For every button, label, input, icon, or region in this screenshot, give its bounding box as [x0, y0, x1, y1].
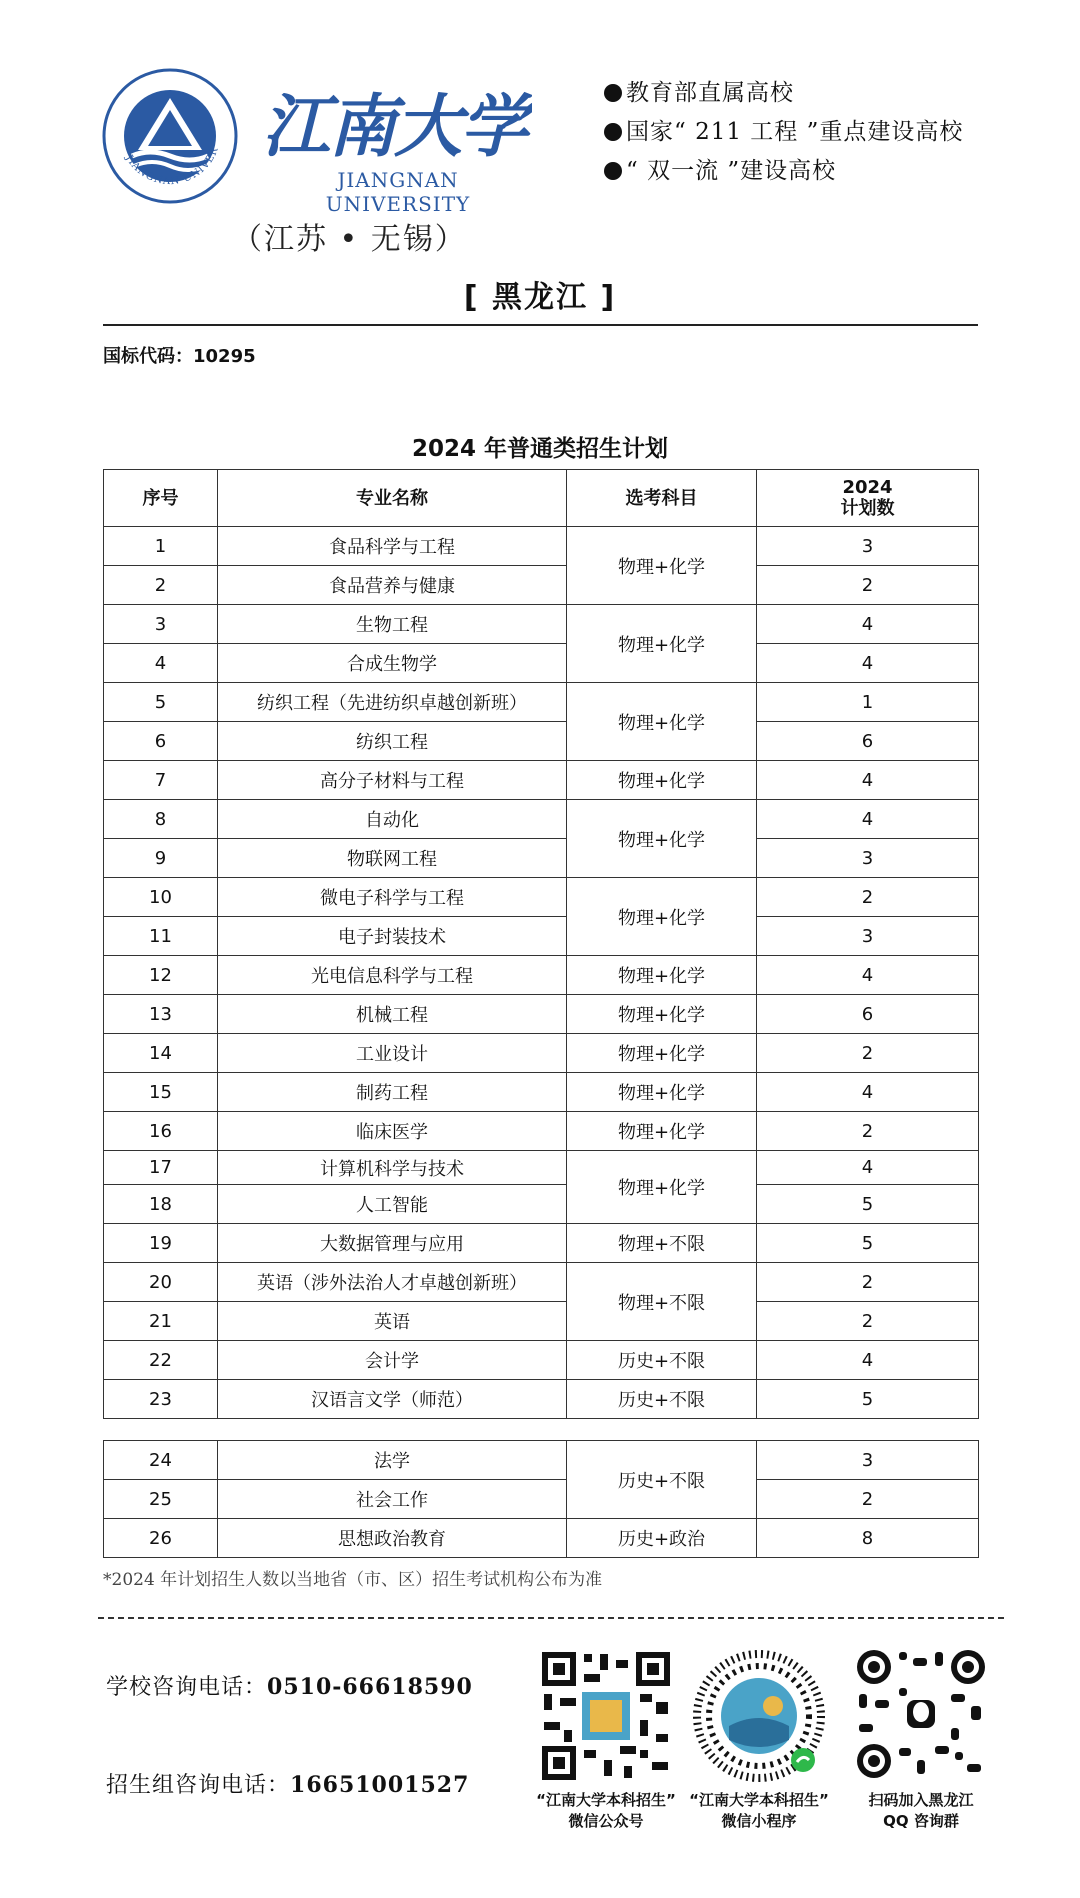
table-row — [104, 1480, 979, 1519]
subject-cell: 物理+化学 — [567, 956, 757, 995]
table-header-row — [104, 470, 979, 527]
table-cell: 3 — [757, 1441, 979, 1480]
svg-text:JIANGNAN UNIVERSITY: JIANGNAN UNIVER — [123, 145, 221, 188]
table-cell: 4 — [757, 1341, 979, 1380]
qq-group-qr[interactable] — [855, 1648, 987, 1780]
table-row — [104, 1112, 979, 1151]
table-cell: 光电信息科学与工程 — [218, 956, 567, 995]
table-cell: 4 — [104, 644, 218, 683]
group-phone-number[interactable]: 16651001527 — [290, 1772, 470, 1798]
group-phone-line — [106, 1768, 469, 1799]
table-cell: 2 — [757, 1480, 979, 1519]
table-row — [104, 1151, 979, 1185]
qr-caption-qq-group: 扫码加入黑龙江 QQ 咨询群 — [868, 1791, 974, 1830]
subject-cell: 物理+化学 — [567, 1073, 757, 1112]
table-cell: 9 — [104, 839, 218, 878]
table-cell: 6 — [757, 722, 979, 761]
tag-211: 国家“ 211 工程 ”重点建设高校 — [604, 113, 963, 146]
table-cell: 合成生物学 — [218, 644, 567, 683]
table-cell: 10 — [104, 878, 218, 917]
table-cell: 25 — [104, 1480, 218, 1519]
table-cell: 3 — [104, 605, 218, 644]
university-name-calligraphy — [262, 78, 532, 168]
header-plan: 2024 计划数 — [757, 470, 979, 527]
table-cell: 高分子材料与工程 — [218, 761, 567, 800]
subject-cell: 物理+化学 — [567, 683, 757, 761]
table-row — [104, 761, 979, 800]
table-cell: 纺织工程（先进纺织卓越创新班） — [218, 683, 567, 722]
table-row — [104, 1341, 979, 1380]
national-code: 国标代码：10295 — [103, 346, 256, 367]
school-phone-line — [106, 1670, 473, 1701]
header-divider — [103, 324, 978, 326]
university-name-en: JIANGNAN UNIVERSITY — [325, 168, 471, 216]
table-cell: 纺织工程 — [218, 722, 567, 761]
table-cell: 临床医学 — [218, 1112, 567, 1151]
table-row — [104, 683, 979, 722]
group-phone-label: 招生组咨询电话： — [106, 1773, 291, 1798]
table-cell: 12 — [104, 956, 218, 995]
table-cell: 8 — [757, 1519, 979, 1558]
university-seal-logo — [102, 68, 238, 204]
table-cell: 社会工作 — [218, 1480, 567, 1519]
table-row — [104, 1224, 979, 1263]
table-row — [104, 566, 979, 605]
table-cell: 会计学 — [218, 1341, 567, 1380]
enrollment-plan-table — [103, 469, 979, 1419]
school-phone-label: 学校咨询电话： — [106, 1675, 268, 1700]
wechat-account-qr[interactable] — [540, 1650, 672, 1782]
seal-emblem-icon — [102, 68, 238, 204]
table-row — [104, 917, 979, 956]
table-cell: 18 — [104, 1185, 218, 1224]
table-cell: 23 — [104, 1380, 218, 1419]
table-cell: 14 — [104, 1034, 218, 1073]
table-row — [104, 878, 979, 917]
table-cell: 2 — [757, 1034, 979, 1073]
table-cell: 5 — [757, 1380, 979, 1419]
table-cell: 21 — [104, 1302, 218, 1341]
subject-cell: 物理+不限 — [567, 1224, 757, 1263]
table-cell: 3 — [757, 527, 979, 566]
table-cell: 人工智能 — [218, 1185, 567, 1224]
table-cell: 汉语言文学（师范） — [218, 1380, 567, 1419]
table-cell: 3 — [757, 839, 979, 878]
table-cell: 2 — [757, 1112, 979, 1151]
table-row — [104, 800, 979, 839]
table-cell: 5 — [104, 683, 218, 722]
table-cell: 物联网工程 — [218, 839, 567, 878]
table-row — [104, 1263, 979, 1302]
table-cell: 7 — [104, 761, 218, 800]
table-row — [104, 722, 979, 761]
table-cell: 2 — [757, 1302, 979, 1341]
table-cell: 4 — [757, 956, 979, 995]
subject-cell: 物理+化学 — [567, 605, 757, 683]
table-row — [104, 1302, 979, 1341]
school-phone-number[interactable]: 0510-66618590 — [267, 1674, 473, 1700]
enrollment-plan-table-continued — [103, 1440, 979, 1558]
table-cell: 4 — [757, 800, 979, 839]
table-cell: 19 — [104, 1224, 218, 1263]
table-row — [104, 995, 979, 1034]
table-cell: 16 — [104, 1112, 218, 1151]
table-cell: 生物工程 — [218, 605, 567, 644]
subject-cell: 物理+化学 — [567, 527, 757, 605]
qr-caption-wechat-account: “江南大学本科招生” 微信公众号 — [536, 1791, 676, 1830]
university-name-cn: 江南大学 — [262, 87, 527, 167]
table-cell: 英语 — [218, 1302, 567, 1341]
wechat-mini-program-code[interactable] — [693, 1650, 825, 1782]
bullet-icon — [604, 84, 622, 102]
table-cell: 英语（涉外法治人才卓越创新班） — [218, 1263, 567, 1302]
table-title: 2024 年普通类招生计划 — [411, 436, 669, 462]
subject-cell: 物理+化学 — [567, 800, 757, 878]
table-cell: 法学 — [218, 1441, 567, 1480]
table-cell: 17 — [104, 1151, 218, 1185]
tag-ministry: 教育部直属高校 — [604, 74, 794, 107]
table-cell: 3 — [757, 917, 979, 956]
table-row — [104, 1034, 979, 1073]
footnote: *2024 年计划招生人数以当地省（市、区）招生考试机构公布为准 — [103, 1570, 603, 1590]
subject-cell: 物理+化学 — [567, 995, 757, 1034]
table-cell: 5 — [757, 1224, 979, 1263]
table-cell: 20 — [104, 1263, 218, 1302]
table-cell: 自动化 — [218, 800, 567, 839]
table-row — [104, 527, 979, 566]
subject-cell: 物理+不限 — [567, 1263, 757, 1341]
table-row — [104, 1185, 979, 1224]
table-cell: 26 — [104, 1519, 218, 1558]
table-cell: 8 — [104, 800, 218, 839]
table-cell: 工业设计 — [218, 1034, 567, 1073]
subject-cell: 历史+不限 — [567, 1441, 757, 1519]
table-row — [104, 1519, 979, 1558]
table-cell: 11 — [104, 917, 218, 956]
subject-cell: 历史+政治 — [567, 1519, 757, 1558]
table-cell: 13 — [104, 995, 218, 1034]
subject-cell: 物理+化学 — [567, 878, 757, 956]
table-cell: 1 — [104, 527, 218, 566]
table-cell: 大数据管理与应用 — [218, 1224, 567, 1263]
table-cell: 计算机科学与技术 — [218, 1151, 567, 1185]
table-cell: 6 — [757, 995, 979, 1034]
province-title: [ 黑龙江 ] — [463, 280, 617, 315]
qr-caption-mini-program: “江南大学本科招生” 微信小程序 — [689, 1791, 829, 1830]
dashed-divider — [98, 1617, 1004, 1619]
tag-double-first-class: “ 双一流 ”建设高校 — [604, 152, 836, 185]
table-cell: 22 — [104, 1341, 218, 1380]
header-subjects: 选考科目 — [567, 470, 757, 527]
subject-cell: 历史+不限 — [567, 1380, 757, 1419]
table-cell: 1 — [757, 683, 979, 722]
qq-qr-code-icon — [855, 1648, 987, 1780]
table-cell: 电子封装技术 — [218, 917, 567, 956]
bullet-icon — [604, 123, 622, 141]
table-cell: 2 — [757, 1263, 979, 1302]
table-cell: 机械工程 — [218, 995, 567, 1034]
location-label: （江苏 • 无锡） — [232, 222, 467, 257]
header-seq: 序号 — [104, 470, 218, 527]
subject-cell: 物理+化学 — [567, 761, 757, 800]
table-cell: 4 — [757, 761, 979, 800]
table-cell: 4 — [757, 605, 979, 644]
table-cell: 6 — [104, 722, 218, 761]
table-row — [104, 1073, 979, 1112]
table-row — [104, 839, 979, 878]
table-cell: 食品科学与工程 — [218, 527, 567, 566]
table-cell: 思想政治教育 — [218, 1519, 567, 1558]
header-major: 专业名称 — [218, 470, 567, 527]
qr-code-icon — [540, 1650, 672, 1782]
table-cell: 4 — [757, 1151, 979, 1185]
table-cell: 4 — [757, 644, 979, 683]
table-cell: 2 — [104, 566, 218, 605]
table-cell: 2 — [757, 878, 979, 917]
table-cell: 2 — [757, 566, 979, 605]
subject-cell: 物理+化学 — [567, 1112, 757, 1151]
table-row — [104, 1441, 979, 1480]
subject-cell: 物理+化学 — [567, 1151, 757, 1224]
mini-program-code-icon — [693, 1650, 825, 1782]
table-cell: 4 — [757, 1073, 979, 1112]
subject-cell: 物理+化学 — [567, 1034, 757, 1073]
table-row — [104, 644, 979, 683]
table-cell: 制药工程 — [218, 1073, 567, 1112]
bullet-icon — [604, 162, 622, 180]
table-cell: 微电子科学与工程 — [218, 878, 567, 917]
subject-cell: 历史+不限 — [567, 1341, 757, 1380]
calligraphy-logo-icon — [262, 78, 532, 168]
table-row — [104, 956, 979, 995]
table-cell: 24 — [104, 1441, 218, 1480]
table-cell: 5 — [757, 1185, 979, 1224]
table-row — [104, 605, 979, 644]
table-cell: 食品营养与健康 — [218, 566, 567, 605]
table-cell: 15 — [104, 1073, 218, 1112]
table-row — [104, 1380, 979, 1419]
